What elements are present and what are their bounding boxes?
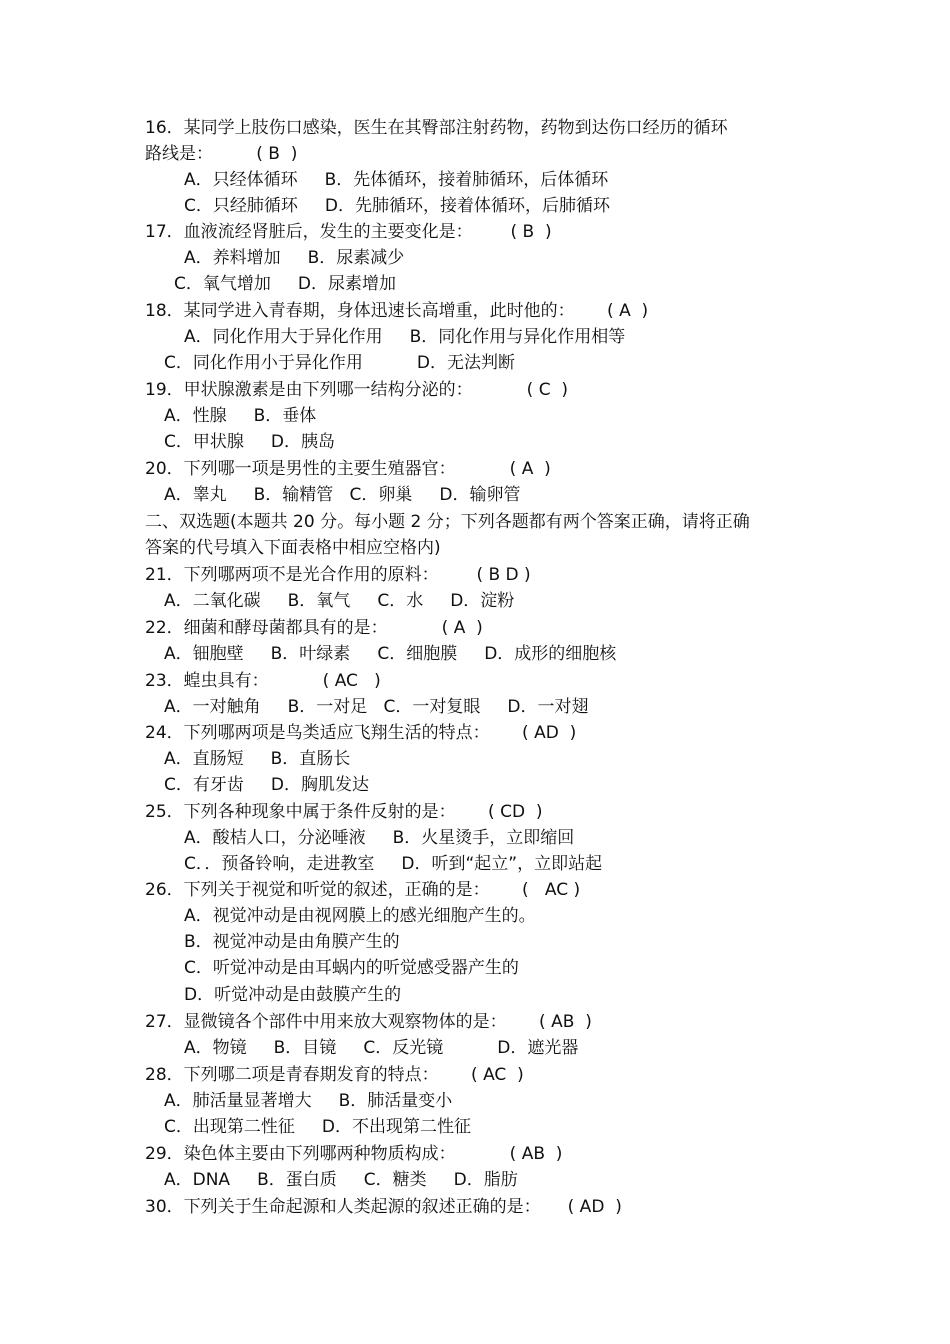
text-line: A．肺活量显著增大 B．肺活量变小: [164, 1091, 453, 1111]
text-line: 22．细菌和酵母菌都具有的是： ( A ): [145, 618, 483, 638]
text-line: A．睾丸 B．输精管 C．卵巢 D．输卵管: [164, 485, 521, 505]
text-line: A．性腺 B．垂体: [164, 406, 317, 426]
text-line: C．同化作用小于异化作用 D．无法判断: [164, 353, 515, 373]
text-line: 17．血液流经肾脏后，发生的主要变化是： ( B ): [145, 222, 552, 242]
text-line: A．一对触角 B．一对足 C．一对复眼 D．一对翅: [164, 697, 589, 717]
text-line: 答案的代号填入下面表格中相应空格内): [145, 538, 441, 558]
text-line: C．有牙齿 D．胸肌发达: [164, 775, 369, 795]
text-line: 19．甲状腺激素是由下列哪一结构分泌的： ( C ): [145, 380, 569, 400]
text-line: A．DNA B．蛋白质 C．糖类 D．脂肪: [164, 1170, 518, 1190]
text-line: C．氧气增加 D．尿素增加: [174, 274, 396, 294]
text-line: A．同化作用大于异化作用 B．同化作用与异化作用相等: [184, 327, 626, 347]
text-line: A．只经体循环 B．先体循环，接着肺循环，后体循环: [184, 170, 609, 190]
text-line: C．只经肺循环 D．先肺循环，接着体循环，后肺循环: [184, 196, 610, 216]
text-line: A．物镜 B．目镜 C．反光镜 D．遮光器: [184, 1038, 579, 1058]
text-line: 24．下列哪两项是鸟类适应飞翔生活的特点： ( AD ): [145, 723, 577, 743]
text-line: A．视觉冲动是由视网膜上的感光细胞产生的。: [184, 906, 536, 926]
text-line: 路线是： ( B ): [145, 144, 298, 164]
text-line: A．养料增加 B．尿素减少: [184, 248, 405, 268]
text-line: A．直肠短 B．直肠长: [164, 749, 351, 769]
text-line: 26．下列关于视觉和听觉的叙述，正确的是： ( AC ): [145, 880, 581, 900]
text-line: 16．某同学上肢伤口感染，医生在其臀部注射药物，药物到达伤口经历的循环: [145, 118, 728, 138]
text-line: A．二氧化碳 B．氧气 C．水 D．淀粉: [164, 591, 515, 611]
text-line: 30．下列关于生命起源和人类起源的叙述正确的是： ( AD ): [145, 1197, 622, 1217]
text-line: C．．预备铃响，走进教室 D．听到“起立”，立即站起: [184, 854, 603, 874]
text-line: 28．下列哪二项是青春期发育的特点： ( AC ): [145, 1065, 524, 1085]
text-line: C．听觉冲动是由耳蜗内的听觉感受器产生的: [184, 958, 519, 978]
text-line: A．钿胞壁 B．叶绿素 C．细胞膜 D．成形的细胞核: [164, 644, 617, 664]
text-line: B．视觉冲动是由角膜产生的: [184, 932, 400, 952]
text-line: 23．蝗虫具有： ( AC ): [145, 671, 381, 691]
text-line: 18．某同学进入青春期，身体迅速长高增重，此时他的： ( A ): [145, 301, 649, 321]
text-line: 29．染色体主要由下列哪两种物质构成： ( AB ): [145, 1144, 563, 1164]
text-line: 二、双选题(本题共 20 分。每小题 2 分；下列各题都有两个答案正确，请将正确: [145, 512, 750, 532]
text-line: C．出现第二性征 D．不出现第二性征: [164, 1117, 471, 1137]
text-line: 21．下列哪两项不是光合作用的原料： ( B D ): [145, 565, 531, 585]
text-line: C．甲状腺 D．胰岛: [164, 432, 335, 452]
text-line: 20．下列哪一项是男性的主要生殖器官： ( A ): [145, 459, 551, 479]
text-line: 25．下列各种现象中属于条件反射的是： ( CD ): [145, 802, 543, 822]
text-line: 27．显微镜各个部件中用来放大观察物体的是： ( AB ): [145, 1012, 592, 1032]
text-line: D．听觉冲动是由鼓膜产生的: [184, 985, 402, 1005]
text-line: A．酸桔人口，分泌唾液 B．火星烫手，立即缩回: [184, 828, 575, 848]
